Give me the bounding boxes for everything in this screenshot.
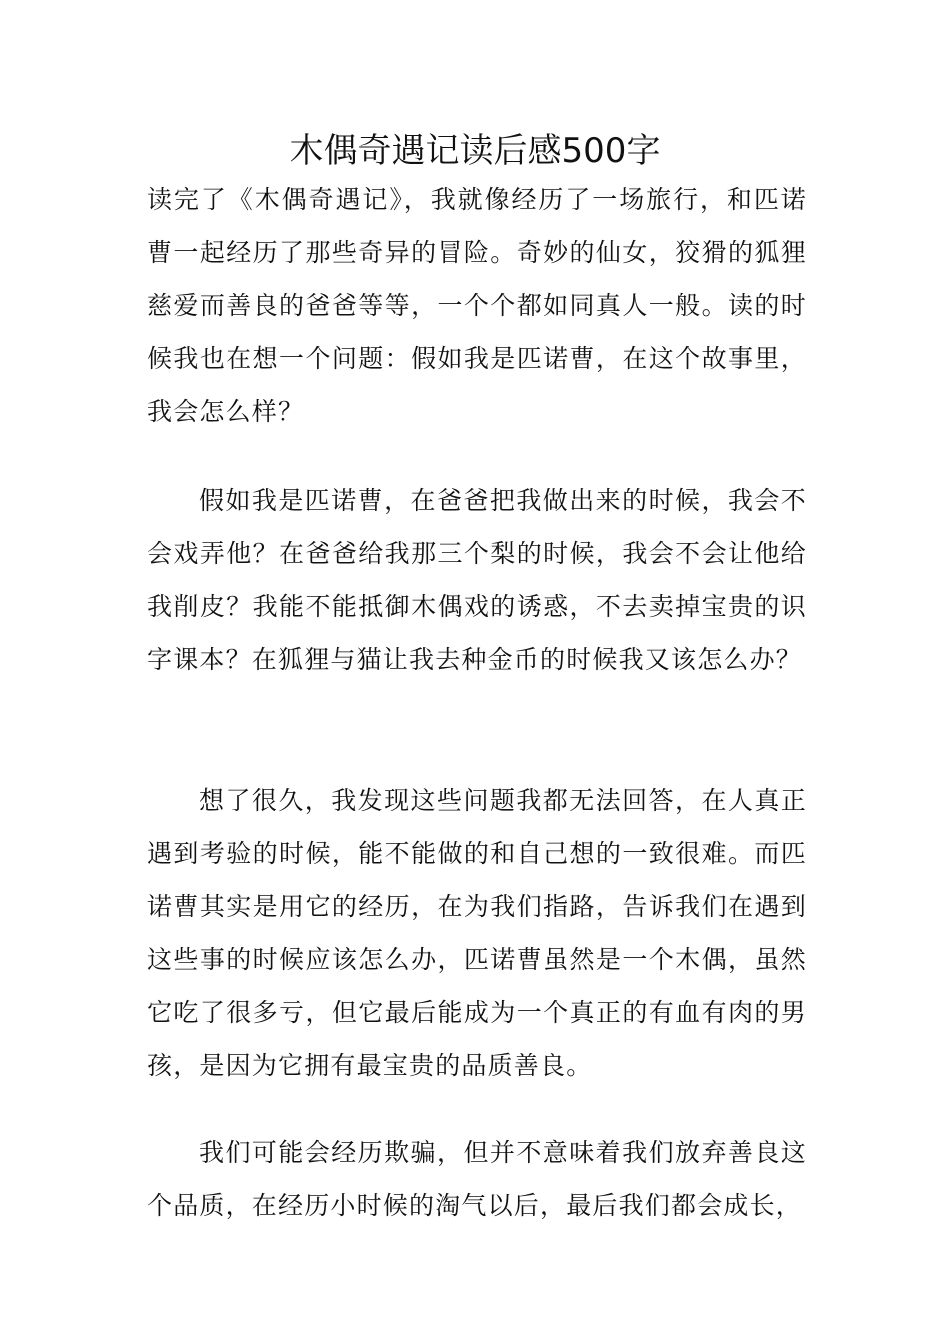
paragraph-4: 我们可能会经历欺骗，但并不意味着我们放弃善良这个品质，在经历小时候的淘气以后，最后我们都会成长， xyxy=(147,1138,807,1220)
paragraph-3: 想了很久，我发现这些问题我都无法回答，在人真正遇到考验的时候，能不能做的和自己想的一致很难。而匹诺曹其实是用它的经历，在为我们指路，告诉我们在遇到这些事的时候应该怎么办，匹诺曹虽然是一个木偶，虽然它吃了很多亏，但它最后能成为一个真正的有血有肉的男孩，是因为它拥有最宝贵的品质善良。 xyxy=(147,786,807,1080)
paragraph-2: 假如我是匹诺曹，在爸爸把我做出来的时候，我会不会戏弄他？在爸爸给我那三个梨的时候，我会不会让他给我削皮？我能不能抵御木偶戏的诱惑，不去卖掉宝贵的识字课本？在狐狸与猫让我去种金币的时候我又该怎么办？ xyxy=(147,486,807,674)
document-title: 木偶奇遇记读后感500字 xyxy=(289,131,661,171)
paragraph-1: 读完了《木偶奇遇记》，我就像经历了一场旅行，和匹诺曹一起经历了那些奇异的冒险。奇妙的仙女，狡猾的狐狸慈爱而善良的爸爸等等，一个个都如同真人一般。读的时候我也在想一个问题：假如我是匹诺曹，在这个故事里，我会怎么样？ xyxy=(147,185,807,426)
